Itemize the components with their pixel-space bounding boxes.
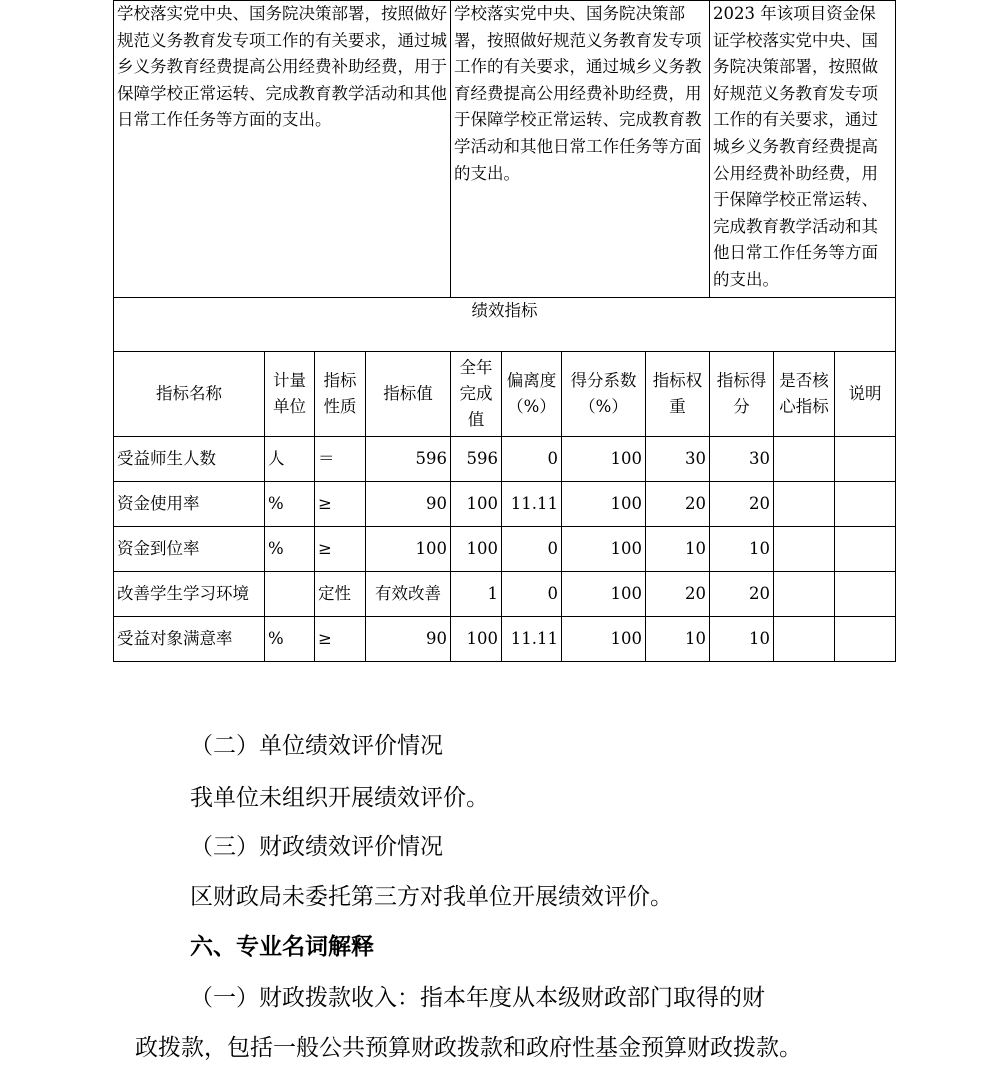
table-cell: ≥ <box>315 617 366 662</box>
table-cell: 0 <box>502 527 562 572</box>
column-header: 指标值 <box>366 352 451 437</box>
table-cell <box>774 482 835 527</box>
column-header: 指标性质 <box>315 352 366 437</box>
table-row <box>114 617 896 662</box>
section-heading-unit-evaluation: （二）单位绩效评价情况 <box>190 733 443 759</box>
term-definition-line-2: 政拨款，包括一般公共预算财政拨款和政府性基金预算财政拨款。 <box>135 1035 802 1061</box>
goal-text-cell: 学校落实党中央、国务院决策部署，按照做好规范义务教育发专项工作的有关要求，通过城乡义务教育经费提高公用经费补助经费，用于保障学校正常运转、完成教育教学活动和其他日常工作任务等方面的支出。 <box>451 1 710 298</box>
term-definition-line-1 <box>190 983 765 1013</box>
table-cell: 0 <box>502 572 562 617</box>
table-cell: 596 <box>451 437 502 482</box>
table-cell <box>265 572 315 617</box>
table-cell: 20 <box>646 482 710 527</box>
column-header: 偏离度（%） <box>502 352 562 437</box>
header-row <box>114 352 896 437</box>
table-cell: 10 <box>646 527 710 572</box>
goal-text-cell: 学校落实党中央、国务院决策部署，按照做好规范义务教育发专项工作的有关要求，通过城乡义务教育经费提高公用经费补助经费，用于保障学校正常运转、完成教育教学活动和其他日常工作任务等方面的支出。 <box>114 1 451 298</box>
table-cell <box>774 572 835 617</box>
column-header: 得分系数（%） <box>562 352 646 437</box>
table-cell <box>774 617 835 662</box>
table-cell: 1 <box>451 572 502 617</box>
table-cell: 100 <box>451 617 502 662</box>
table-cell: 100 <box>562 572 646 617</box>
table-cell <box>835 437 896 482</box>
table-row <box>114 527 896 572</box>
table-cell: 人 <box>265 437 315 482</box>
column-header: 计量单位 <box>265 352 315 437</box>
table-cell: 改善学生学习环境 <box>114 572 265 617</box>
table-cell: 10 <box>710 617 774 662</box>
column-header: 指标权重 <box>646 352 710 437</box>
table-cell: 90 <box>366 617 451 662</box>
table-cell: ≥ <box>315 527 366 572</box>
section-title: 绩效指标 <box>114 298 896 352</box>
column-header: 指标名称 <box>114 352 265 437</box>
table-cell: 100 <box>562 617 646 662</box>
table-cell: % <box>265 527 315 572</box>
table-row <box>114 482 896 527</box>
table-cell: 0 <box>502 437 562 482</box>
table-cell: % <box>265 617 315 662</box>
table-cell: 有效改善 <box>366 572 451 617</box>
table-cell: 30 <box>646 437 710 482</box>
column-header: 全年完成值 <box>451 352 502 437</box>
column-header: 指标得分 <box>710 352 774 437</box>
table-cell <box>835 572 896 617</box>
table-row <box>114 572 896 617</box>
paragraph-unit-evaluation: 我单位未组织开展绩效评价。 <box>190 785 489 811</box>
table-cell: 20 <box>646 572 710 617</box>
table-cell: 受益师生人数 <box>114 437 265 482</box>
table-cell: 10 <box>646 617 710 662</box>
table-cell: 100 <box>366 527 451 572</box>
table-cell: 596 <box>366 437 451 482</box>
table-cell: 30 <box>710 437 774 482</box>
table-cell: ＝ <box>315 437 366 482</box>
table-cell <box>774 437 835 482</box>
table-cell: 100 <box>562 527 646 572</box>
table-cell: 100 <box>562 437 646 482</box>
goal-text-cell: 2023 年该项目资金保证学校落实党中央、国务院决策部署，按照做好规范义务教育发专项工作的有关要求，通过城乡义务教育经费提高公用经费补助经费，用于保障学校正常运转、完成教育教学活动和其他日常工作任务等方面的支出。 <box>710 1 896 298</box>
table-cell: 资金到位率 <box>114 527 265 572</box>
table-cell: 100 <box>451 482 502 527</box>
performance-table <box>113 0 896 662</box>
paragraph-fiscal-evaluation: 区财政局未委托第三方对我单位开展绩效评价。 <box>190 884 673 910</box>
table-cell: 90 <box>366 482 451 527</box>
table-cell: 100 <box>562 482 646 527</box>
table-cell: % <box>265 482 315 527</box>
table-cell <box>835 482 896 527</box>
table-cell <box>835 617 896 662</box>
term-definition: 指本年度从本级财政部门取得的财 <box>420 985 765 1011</box>
table-cell: 定性 <box>315 572 366 617</box>
table-cell: ≥ <box>315 482 366 527</box>
section-heading-fiscal-evaluation: （三）财政绩效评价情况 <box>190 834 443 860</box>
table-cell: 11.11 <box>502 617 562 662</box>
table-cell: 20 <box>710 482 774 527</box>
table-row <box>114 437 896 482</box>
term-label: （一）财政拨款收入： <box>190 985 420 1011</box>
table-cell: 100 <box>451 527 502 572</box>
table-cell <box>835 527 896 572</box>
table-cell: 11.11 <box>502 482 562 527</box>
table-cell: 受益对象满意率 <box>114 617 265 662</box>
chapter-heading-terms: 六、专业名词解释 <box>190 934 374 960</box>
table-cell: 10 <box>710 527 774 572</box>
table-cell: 资金使用率 <box>114 482 265 527</box>
table-cell <box>774 527 835 572</box>
column-header: 是否核心指标 <box>774 352 835 437</box>
table-cell: 20 <box>710 572 774 617</box>
column-header: 说明 <box>835 352 896 437</box>
